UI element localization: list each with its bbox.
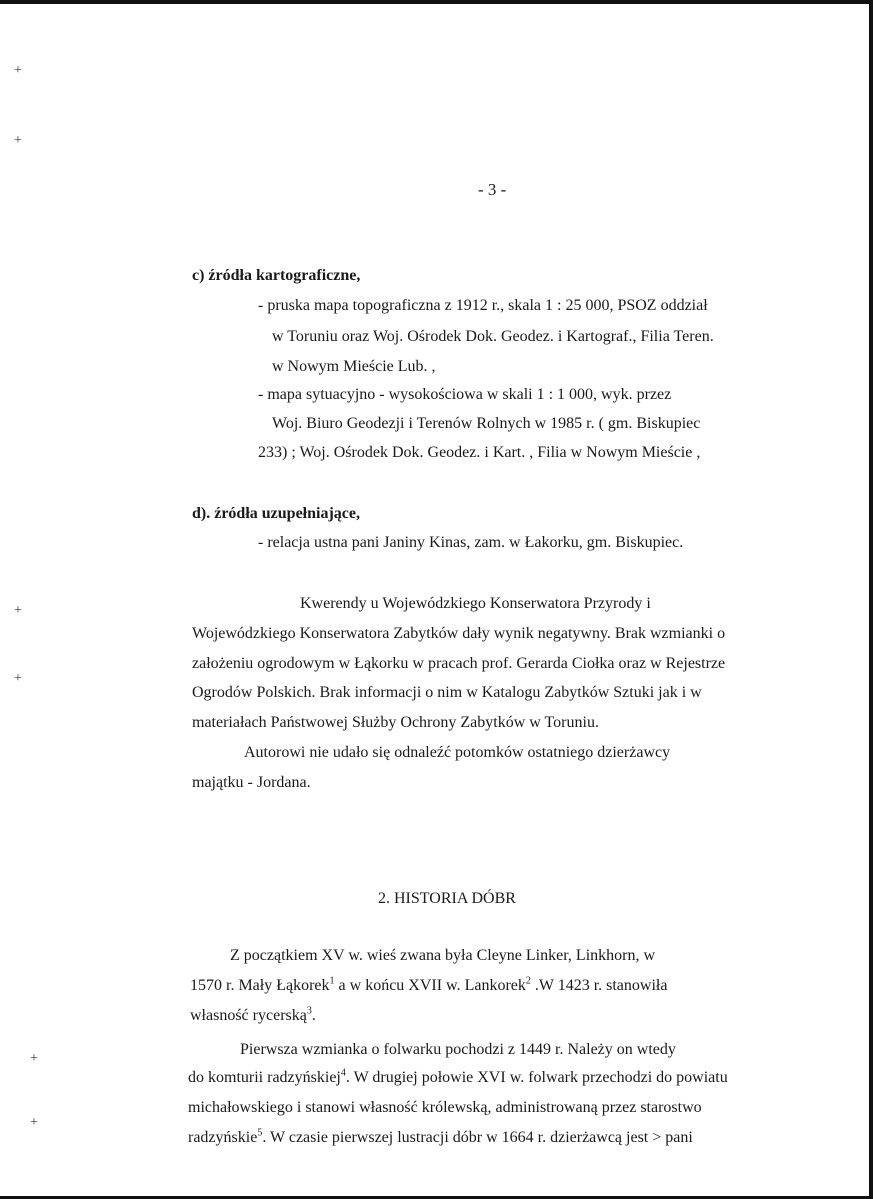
section-c-line: Woj. Biuro Geodezji i Terenów Rolnych w 1985 r. ( gm. Biskupiec [272,415,701,432]
history-line: do komturii radzyńskiej$^4$. W drugiej połowie XVI w. folwark przechodzi do powiatu [188,1067,728,1086]
section-title: 2. HISTORIA DÓBR [378,890,516,907]
section-d-line: - relacja ustna pani Janiny Kinas, zam. w Łakorku, gm. Biskupiec. [258,534,684,551]
history-line: własność rycerską$^3$. [190,1005,316,1024]
footnote-ref: 1 [329,975,335,987]
section-c-heading: c) źródła kartograficzne, [192,267,361,284]
history-line: Z początkiem XV w. wieś zwana była Cleyne Linker, Linkhorn, w [230,947,656,964]
registration-mark: + [14,603,22,618]
paragraph-line: Wojewódzkiego Konserwatora Zabytków dały wynik negatywny. Brak wzmianki o [192,625,726,642]
registration-mark: + [30,1115,38,1130]
registration-mark: + [30,1051,38,1066]
section-c-line: w Nowym Mieście Lub. , [272,358,436,375]
section-c-line: w Toruniu oraz Woj. Ośrodek Dok. Geodez. i Kartograf., Filia Teren. [272,328,714,345]
paragraph-line: założeniu ogrodowym w Łąkorku w pracach prof. Gerarda Ciołka oraz w Rejestrze [192,655,726,672]
scan-border-right [869,0,873,1199]
page-number: - 3 - [478,180,507,199]
history-line: Pierwsza wzmianka o folwarku pochodzi z 1449 r. Należy on wtedy [240,1041,676,1058]
registration-mark: + [14,63,22,78]
section-c-line: - pruska mapa topograficzna z 1912 r., skala 1 : 25 000, PSOZ oddział [258,297,708,314]
history-line: radzyńskie$^5$. W czasie pierwszej lustracji dóbr w 1664 r. dzierżawcą jest > pani [188,1127,693,1146]
registration-mark: + [14,133,22,148]
footnote-ref: 2 [525,975,531,987]
section-c-line: - mapa sytuacyjno - wysokościowa w skali 1 : 1 000, wyk. przez [258,386,672,403]
paragraph-line: Ogrodów Polskich. Brak informacji o nim w Katalogu Zabytków Sztuki jak i w [192,684,702,701]
history-line: michałowskiego i stanowi własność królewską, administrowaną przez starostwo [188,1099,702,1116]
scan-border-top [0,0,873,4]
footnote-ref: 5 [257,1127,263,1139]
section-c-line: 233) ; Woj. Ośrodek Dok. Geodez. i Kart. , Filia w Nowym Mieście , [258,444,701,461]
footnote-ref: 4 [340,1067,346,1079]
paragraph-line: majątku - Jordana. [192,774,311,791]
paragraph-line: Kwerendy u Wojewódzkiego Konserwatora Przyrody i [300,595,651,612]
section-d-heading: d). źródła uzupełniające, [192,505,360,522]
registration-mark: + [14,671,22,686]
paragraph-line: Autorowi nie udało się odnaleźć potomków ostatniego dzierżawcy [244,744,671,761]
history-line: 1570 r. Mały Łąkorek$^1$ a w końcu XVII w. Lankorek$^2$ .W 1423 r. stanowiła [190,975,668,994]
footnote-ref: 3 [306,1005,312,1017]
paragraph-line: materiałach Państwowej Służby Ochrony Zabytków w Toruniu. [192,714,599,731]
